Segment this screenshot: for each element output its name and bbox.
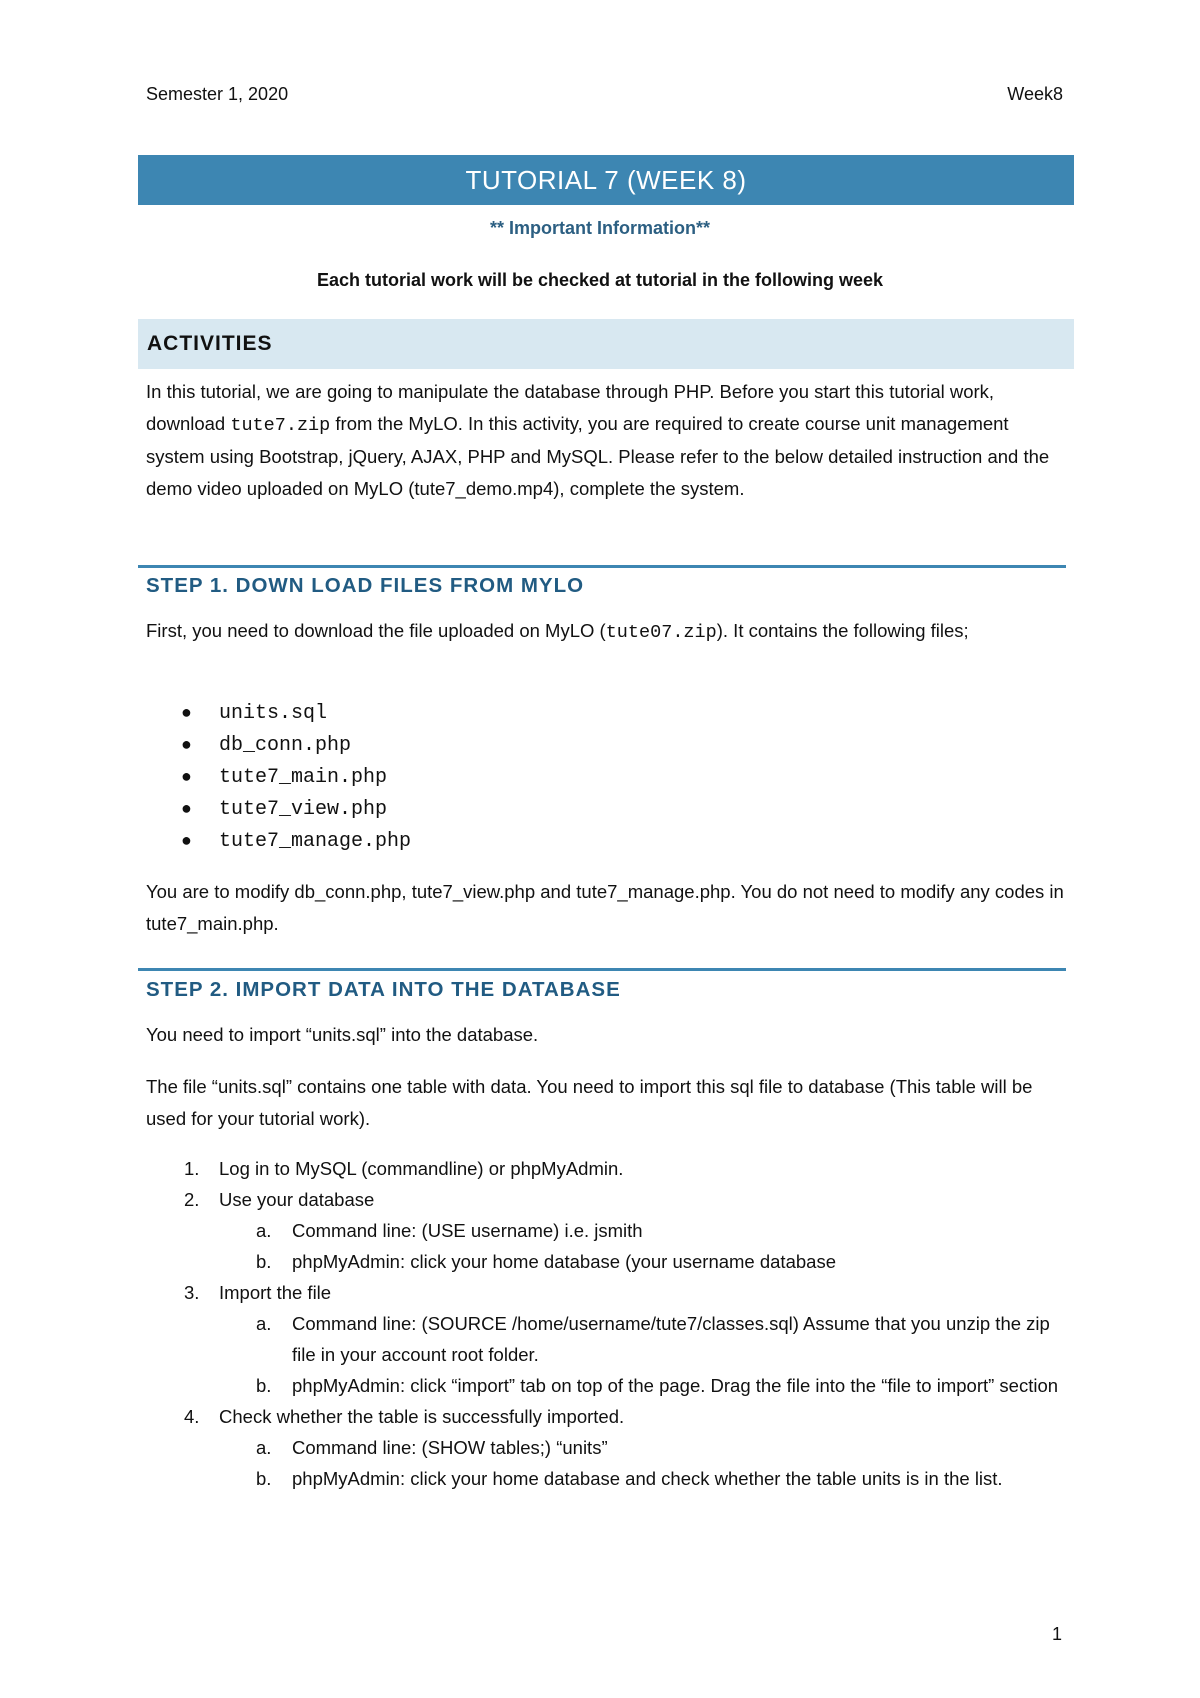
file-name: tute7_manage.php (219, 830, 412, 853)
step1-intro-zip: tute07.zip (605, 622, 717, 643)
step1-intro-text-a: First, you need to download the file uploaded on MyLO ( (146, 620, 606, 641)
activities-text-2: from the MyLO. In this activity, you are required to create course unit management system using Bootstrap, jQuery, AJAX, PHP and MySQL. Please refer to the below detailed instruction and the demo video uploaded on MyLO (tute7_demo.mp4), complete the system. (146, 412, 1050, 499)
sub-text: phpMyAdmin: click your home database and check whether the table units is in the list. (292, 1468, 1003, 1489)
sub-letter: a. (256, 1437, 272, 1458)
activities-zip-name: tute7.zip (230, 414, 331, 436)
step-text: Use your database (219, 1189, 375, 1210)
tutorial-title-band (138, 155, 1074, 205)
sub-letter: a. (256, 1220, 272, 1241)
sub-list-item (219, 1215, 1066, 1246)
step1-note: You are to modify db_conn.php, tute7_view.php and tute7_manage.php. You do not need to modify any codes in tute7_main.php. (146, 881, 1064, 934)
list-item (146, 1277, 1066, 1401)
sub-text: phpMyAdmin: click your home database (your username database (292, 1251, 836, 1272)
step-text: Check whether the table is successfully imported. (219, 1406, 625, 1427)
activities-heading: ACTIVITIES (147, 332, 273, 355)
bullet-icon: ● (181, 830, 192, 850)
sub-list (219, 1215, 1066, 1277)
list-item (146, 792, 411, 824)
list-item (146, 1401, 1066, 1494)
sub-text: Command line: (SOURCE /home/username/tute7/classes.sql) Assume that you unzip the zip file in your account root folder. (292, 1313, 1050, 1365)
file-name: units.sql (219, 702, 328, 725)
important-information: ** Important Information** (489, 218, 710, 238)
sub-list-item (219, 1463, 1066, 1494)
sub-letter: b. (256, 1468, 272, 1489)
file-name: db_conn.php (219, 734, 352, 757)
sub-text: phpMyAdmin: click “import” tab on top of the page. Drag the file into the “file to import” section (292, 1375, 1059, 1396)
list-item (146, 1184, 1066, 1277)
sub-list-item (219, 1370, 1066, 1401)
step2-paragraph-1: You need to import “units.sql” into the database. (146, 1024, 539, 1045)
header-week: Week8 (1007, 84, 1063, 104)
sub-text: Command line: (USE username) i.e. jsmith (292, 1220, 643, 1241)
activities-paragraph (146, 376, 1066, 504)
sub-letter: b. (256, 1375, 272, 1396)
step1-intro-text-b: ). It contains the following files; (716, 620, 969, 641)
bullet-icon: ● (181, 766, 192, 786)
bullet-icon: ● (181, 734, 192, 754)
bullet-icon: ● (181, 798, 192, 818)
step-number: 2. (184, 1189, 200, 1210)
step2-paragraph-2: The file “units.sql” contains one table with data. You need to import this sql file to database (This table will be used for your tutorial work). (146, 1076, 1033, 1129)
sub-list (219, 1308, 1066, 1401)
step1-title: STEP 1. DOWN LOAD FILES FROM MYLO (146, 574, 585, 597)
activities-heading-band (138, 319, 1074, 369)
sub-list-item (219, 1246, 1066, 1277)
sub-list-item (219, 1432, 1066, 1463)
tutorial-title: TUTORIAL 7 (WEEK 8) (465, 164, 747, 195)
list-item (146, 1153, 1066, 1184)
step-number: 4. (184, 1406, 200, 1427)
sub-letter: b. (256, 1251, 272, 1272)
step2-title: STEP 2. IMPORT DATA INTO THE DATABASE (146, 978, 621, 1001)
step-number: 3. (184, 1282, 200, 1303)
list-item (146, 696, 411, 728)
sub-text: Command line: (SHOW tables;) “units” (292, 1437, 608, 1458)
checked-notice: Each tutorial work will be checked at tutorial in the following week (316, 270, 884, 290)
step1-intro (146, 615, 1066, 649)
step-text: Import the file (219, 1282, 332, 1303)
import-steps-list (146, 1153, 1066, 1494)
file-list (146, 696, 411, 856)
activities-text-1: In this tutorial, we are going to manipulate the database through PHP. Before you start this tutorial work, download (146, 381, 995, 434)
sub-list-item (219, 1308, 1066, 1370)
step-number: 1. (184, 1158, 200, 1179)
file-name: tute7_main.php (219, 766, 388, 789)
header-semester: Semester 1, 2020 (146, 84, 289, 104)
page-number: 1 (1051, 1624, 1062, 1644)
step2-rule (138, 968, 1066, 971)
sub-letter: a. (256, 1313, 272, 1334)
list-item (146, 760, 411, 792)
file-name: tute7_view.php (219, 798, 388, 821)
step1-rule (138, 565, 1066, 568)
list-item (146, 728, 411, 760)
step-text: Log in to MySQL (commandline) or phpMyAdmin. (219, 1158, 624, 1179)
sub-list (219, 1432, 1066, 1494)
bullet-icon: ● (181, 702, 192, 722)
list-item (146, 824, 411, 856)
